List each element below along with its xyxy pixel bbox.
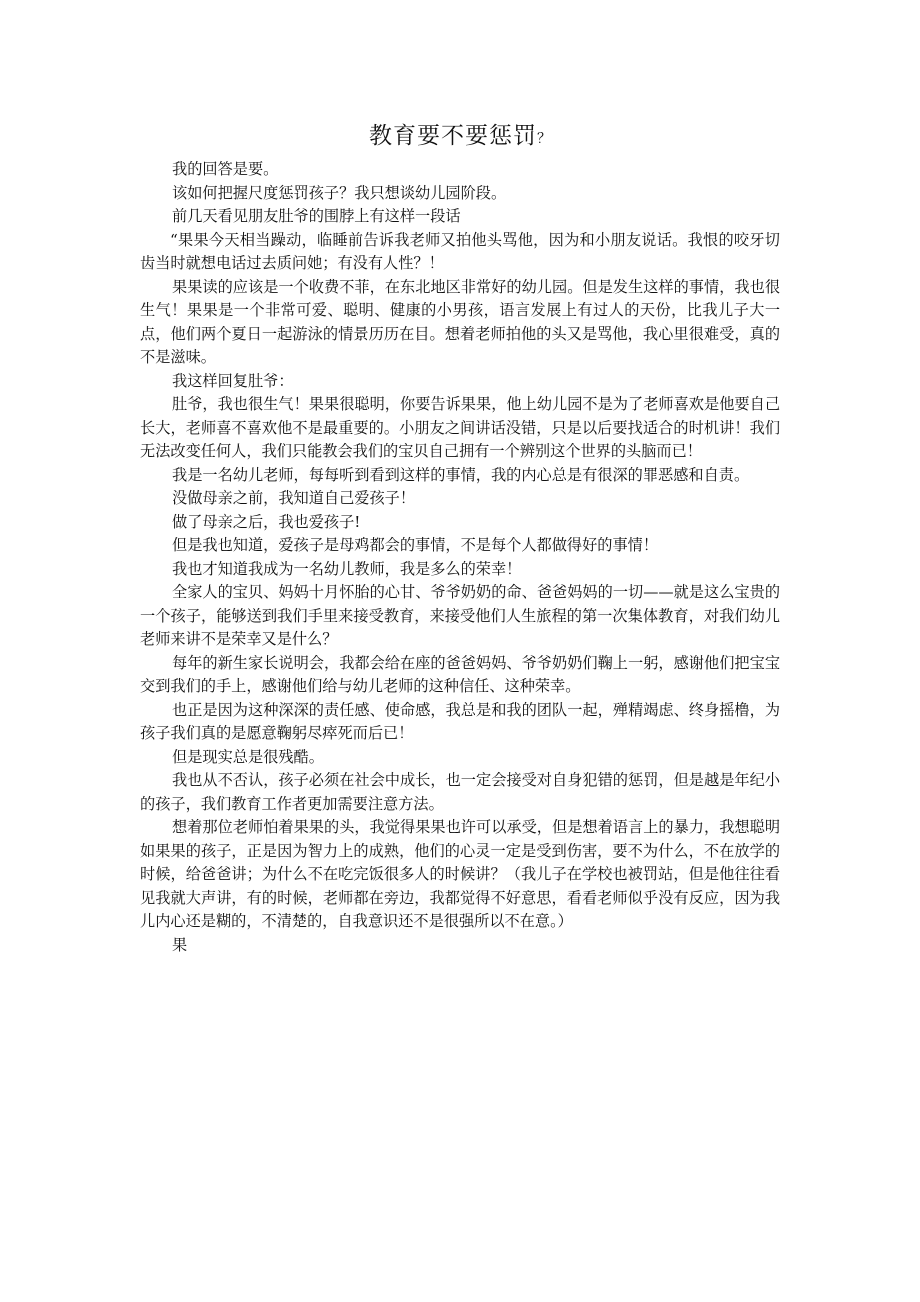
paragraph: 想着那位老师怕着果果的头，我觉得果果也许可以承受，但是想着语言上的暴力，我想聪明如果果的孩子，正是因为智力上的成熟，他们的心灵一定是受到伤害，要不为什么，不在放学的时候，给爸爸讲；为什么不在吃完饭很多人的时候讲？（我儿子在学校也被罚站，但是他往往看见我就大声讲，有的时候，老师都在旁边，我都觉得不好意思，看看老师似乎没有反应，因为我儿内心还是糊的，不清楚的，自我意识还不是很强所以不在意。） [140,818,780,930]
paragraph: 果果读的应该是一个收费不菲，在东北地区非常好的幼儿园。但是发生这样的事情，我也很生气！果果是一个非常可爱、聪明、健康的小男孩，语言发展上有过人的天份，比我儿子大一点，他们两个夏日一起游泳的情景历历在目。想着老师拍他的头又是骂他，我心里很难受，真的不是滋味。 [140,277,780,366]
paragraph: 做了母亲之后，我也爱孩子! [172,512,361,531]
paragraph: 但是我也知道，爱孩子是母鸡都会的事情，不是每个人都做得好的事情！ [172,536,658,554]
title-text: 教育要不要惩罚 [369,123,537,149]
paragraph: 但是现实总是很残酷。 [172,747,324,766]
paragraph: 我的回答是要。 [172,160,279,178]
page-title [0,118,920,157]
paragraph: 该如何把握尺度惩罚孩子？我只想谈幼儿园阶段。 [172,183,507,202]
paragraph: 我也才知道我成为一名幼儿教师，我是多么的荣幸！ [172,559,522,578]
title-question-mark: ？ [537,131,551,147]
paragraph: 全家人的宝贝、妈妈十月怀胎的心甘、爷爷奶奶的命、爸爸妈妈的一切——就是这么宝贵的一个孩子，能够送到我们手里来接受教育，来接受他们人生旅程的第一次集体教育，对我们幼儿老师来讲不是荣幸又是什么？ [140,583,780,648]
paragraph: 我是一名幼儿老师，每每听到看到这样的事情，我的内心总是有很深的罪恶感和自责。 [172,465,750,484]
document-body [140,158,780,957]
paragraph: 果 [172,935,188,954]
paragraph: 没做母亲之前，我知道自己爱孩子！ [172,489,415,507]
paragraph: 我也从不否认，孩子必须在社会中成长，也一定会接受对自身犯错的惩罚，但是越是年纪小的孩子，我们教育工作者更加需要注意方法。 [140,771,780,813]
quoted-paragraph: “果果今天相当躁动，临睡前告诉我老师又拍他头骂他，因为和小朋友说话。我恨的咬牙切齿当时就想电话过去质问她；有没有人性？！ [140,230,780,272]
paragraph: 我这样回复肚爷： [172,371,294,390]
paragraph: 前几天看见朋友肚爷的围脖上有这样一段话 [172,207,461,225]
paragraph: 肚爷，我也很生气！果果很聪明，你要告诉果果，他上幼儿园不是为了老师喜欢是他要自己长大，老师喜不喜欢他不是最重要的。小朋友之间讲话没错，只是以后要找适合的时机讲！我们无法改变任何人，我们只能教会我们的宝贝自己拥有一个辨别这个世界的头脑而已！ [140,395,780,460]
paragraph: 每年的新生家长说明会，我都会给在座的爸爸妈妈、爷爷奶奶们鞠上一躬，感谢他们把宝宝交到我们的手上，感谢他们给与幼儿老师的这种信任、这种荣幸。 [140,653,780,695]
paragraph: 也正是因为这种深深的责任感、使命感，我总是和我的团队一起，殚精竭虑、终身摇橹，为孩子我们真的是愿意鞠躬尽瘁死而后已！ [140,700,780,742]
